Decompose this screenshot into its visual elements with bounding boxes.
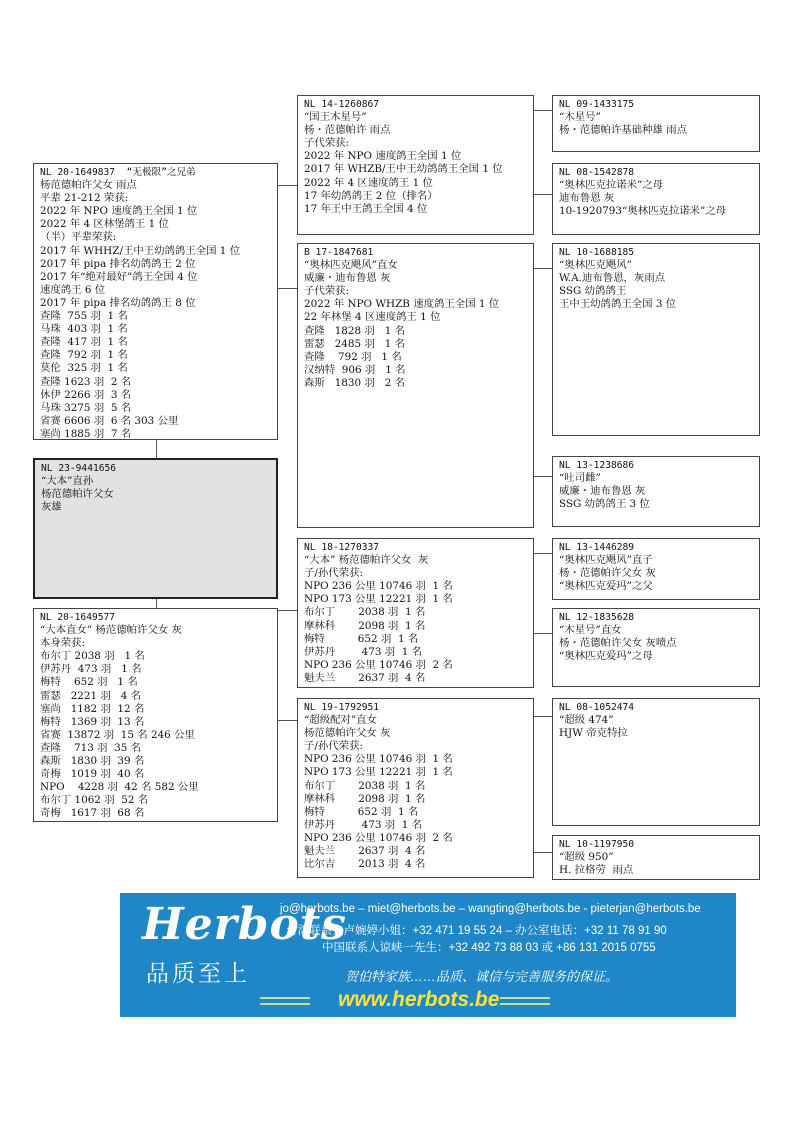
pedigree-line: 17 年幼鸽鸽王 2 位（排名） xyxy=(304,189,438,202)
pedigree-line: HJW 帝克特拉 xyxy=(559,727,628,740)
dam-dam-card xyxy=(297,698,534,878)
pigeon-id: NL 10-1688185 xyxy=(559,247,635,258)
pedigree-line: 2022 年 NPO 速度鸽王全国 1 位 xyxy=(40,205,198,218)
pedigree-line: 10-1920793“奥林匹克拉诺米”之母 xyxy=(559,205,727,218)
pedigree-line: 22 年林堡 4 区速度鸽王 1 位 xyxy=(304,311,441,324)
pedigree-line: 子代荣获: xyxy=(304,137,350,150)
connector-line xyxy=(277,185,297,186)
pigeon-id: NL 23-9441656 xyxy=(41,463,117,474)
pedigree-line: 伊苏丹 473 羽 1 名 xyxy=(304,818,423,831)
pedigree-line: 灰雄 xyxy=(41,501,62,514)
sire-card xyxy=(33,163,278,440)
pedigree-line: 本身荣获: xyxy=(40,637,86,650)
pedigree-line: “大本”直孙 xyxy=(41,475,94,488)
herbots-banner xyxy=(120,893,736,1017)
pedigree-line: 奇梅 1019 羽 40 名 xyxy=(40,768,145,781)
sire-dam-dam-card xyxy=(552,456,760,527)
pedigree-line: 查隆 713 羽 35 名 xyxy=(40,741,142,754)
pedigree-line: 速度鸽王 6 位 xyxy=(40,283,106,296)
connector-line xyxy=(277,610,297,611)
pedigree-line: 杨范德帕许父女 雨点 xyxy=(40,179,137,192)
pedigree-line: “奥林匹克飓风” xyxy=(559,259,632,272)
pedigree-line: 魁夫兰 2637 羽 4 名 xyxy=(304,671,426,684)
pedigree-line: 伊苏丹 473 羽 1 名 xyxy=(304,645,423,658)
pedigree-line: “奥林匹克飓风”直女 xyxy=(304,259,398,272)
pedigree-line: 比尔吉 2013 羽 4 名 xyxy=(304,858,426,871)
pedigree-line: 查隆 755 羽 1 名 xyxy=(40,310,128,323)
connector-line xyxy=(533,553,552,554)
pedigree-line: 杨范德帕许父女 xyxy=(41,488,114,501)
sire-dam-sire-card xyxy=(552,243,760,436)
pigeon-id: NL 12-1835628 xyxy=(559,612,635,623)
pedigree-line: “木星号” xyxy=(559,111,601,124)
pedigree-line: 查隆 792 羽 1 名 xyxy=(304,350,402,363)
pedigree-line: 杨・范德帕许 雨点 xyxy=(304,124,391,137)
pedigree-line: 2017 年 pipa 排名幼鸽鸽王 8 位 xyxy=(40,296,196,309)
pigeon-id: B 17-1847681 xyxy=(304,247,374,258)
connector-line xyxy=(533,852,552,853)
pedigree-line: 雷瑟 2485 羽 1 名 xyxy=(304,337,406,350)
pedigree-line: 2022 年 4 区林堡鸽王 1 位 xyxy=(40,218,169,231)
pedigree-line: 查隆 1623 羽 2 名 xyxy=(40,375,132,388)
sire-sire-dam-card xyxy=(552,163,760,235)
pigeon-id: NL 20-1649577 xyxy=(40,612,116,623)
pedigree-line: NPO 236 公里 10746 羽 2 名 xyxy=(304,831,453,844)
pedigree-line: 汉纳特 906 羽 1 名 xyxy=(304,363,406,376)
pedigree-line: 梅特 652 羽 1 名 xyxy=(304,805,419,818)
pedigree-line: 子/孙代荣获: xyxy=(304,740,363,753)
pedigree-line: 王中王幼鸽鸽王全国 3 位 xyxy=(559,298,677,311)
pigeon-id: NL 10-1197950 xyxy=(559,839,635,850)
pedigree-line: 2017 年 WHHZ/王中王幼鸽鸽王全国 1 位 xyxy=(40,244,241,257)
pigeon-id: NL 14-1260867 xyxy=(304,99,380,110)
connector-line xyxy=(156,439,157,459)
pedigree-line: 查隆 792 羽 1 名 xyxy=(40,349,128,362)
pedigree-line: 梅特 1369 羽 13 名 xyxy=(40,715,145,728)
connector-line xyxy=(533,476,552,477)
pigeon-id: NL 13-1446289 xyxy=(559,542,635,553)
sire-sire-sire-card xyxy=(552,95,760,152)
pedigree-line: “木星号”直女 xyxy=(559,624,622,637)
pedigree-line: NPO 236 公里 10746 羽 2 名 xyxy=(304,658,453,671)
pedigree-line: 奇梅 1617 羽 68 名 xyxy=(40,807,145,820)
pedigree-line: 威廉・迪布鲁恩 灰 xyxy=(304,272,391,285)
pedigree-line: NPO 173 公里 12221 羽 1 名 xyxy=(304,593,453,606)
pedigree-line: “奥林匹克拉诺米”之母 xyxy=(559,179,664,192)
pedigree-line: 布尔丁 2038 羽 1 名 xyxy=(40,650,145,663)
pedigree-line: 迪布鲁恩 灰 xyxy=(559,192,615,205)
banner-emails[interactable]: jo@herbots.be – miet@herbots.be – wangting@herbots.be - pieterjan@herbots.be xyxy=(280,903,701,915)
pedigree-line: 伊苏丹 473 羽 1 名 xyxy=(40,663,142,676)
pigeon-id: NL 13-1238686 xyxy=(559,460,635,471)
pedigree-line: 平辈 21-212 荣获: xyxy=(40,192,129,205)
pedigree-line: 森斯 1830 羽 2 名 xyxy=(304,376,406,389)
pedigree-line: SSG 幼鸽鸽王 3 位 xyxy=(559,498,650,511)
pedigree-line: 17 年王中王鸽王全国 4 位 xyxy=(304,202,428,215)
pedigree-line: 杨・范德帕许父女 灰 xyxy=(559,567,656,580)
pedigree-line: “奥林匹克爱玛”之母 xyxy=(559,650,653,663)
dam-sire-card xyxy=(297,538,534,688)
subject-card xyxy=(33,458,278,599)
pedigree-line: 2022 年 4 区速度鸽王 1 位 xyxy=(304,176,433,189)
pedigree-line: 莫伦 325 羽 1 名 xyxy=(40,362,128,375)
pedigree-line: H. 拉格劳 雨点 xyxy=(559,864,634,877)
banner-taiwan-contact: 台湾联系人卢婉婷小姐：+32 471 19 55 24 – 办公室电话：+32 11 78 91 90 xyxy=(286,925,667,937)
pigeon-id: NL 08-1542878 xyxy=(559,167,635,178)
pedigree-line: 杨范德帕许父女 灰 xyxy=(304,727,391,740)
pedigree-line: 2017 年 WHZB/王中王幼鸽鸽王全国 1 位 xyxy=(304,163,503,176)
pedigree-line: 塞尚 1182 羽 12 名 xyxy=(40,702,145,715)
decorative-divider xyxy=(500,997,550,1005)
pedigree-line: 雷瑟 2221 羽 4 名 xyxy=(40,689,142,702)
pedigree-line: （半）平辈荣获: xyxy=(40,231,117,244)
pigeon-id: NL 18-1270337 xyxy=(304,542,380,553)
pedigree-line: 杨・范德帕许父女 灰喷点 xyxy=(559,637,677,650)
pedigree-line: 杨・范德帕许基础种雄 雨点 xyxy=(559,124,687,137)
pedigree-line: 威廉・迪布鲁恩 灰 xyxy=(559,485,646,498)
pedigree-line: NPO 173 公里 12221 羽 1 名 xyxy=(304,766,453,779)
pedigree-line: 塞尚 1885 羽 7 名 xyxy=(40,427,132,440)
banner-slogan: 品质至上 xyxy=(146,961,250,987)
pigeon-id: NL 19-1792951 xyxy=(304,702,380,713)
connector-line xyxy=(277,288,297,289)
pedigree-line: 梅特 652 羽 1 名 xyxy=(40,676,138,689)
pedigree-line: “超级配对”直女 xyxy=(304,714,377,727)
banner-china-contact: 中国联系人谅峡一先生：+32 492 73 88 03 或 +86 131 2015 0755 xyxy=(322,942,656,954)
pedigree-line: SSG 幼鸽鸽王 xyxy=(559,285,627,298)
pedigree-line: 休伊 2266 羽 3 名 xyxy=(40,388,132,401)
herbots-logo: Herbots xyxy=(142,899,347,950)
connector-line xyxy=(533,633,552,634)
pedigree-line: 摩林科 2098 羽 1 名 xyxy=(304,619,426,632)
pedigree-line: “超级 950” xyxy=(559,851,614,864)
connector-line xyxy=(533,110,552,111)
pigeon-id: NL 20-1649837 “无极限”之兄弟 xyxy=(40,167,196,178)
connector-line xyxy=(277,720,297,721)
pedigree-line: 马珠 3275 羽 5 名 xyxy=(40,401,132,414)
pedigree-line: “大本直女” 杨范德帕许父女 灰 xyxy=(40,624,182,637)
pedigree-line: 2017 年 pipa 排名幼鸽鸽王 2 位 xyxy=(40,257,196,270)
pedigree-line: 2022 年 NPO 速度鸽王全国 1 位 xyxy=(304,150,462,163)
pedigree-line: “大本” 杨范德帕许父女 灰 xyxy=(304,554,429,567)
pedigree-line: “奥林匹克飓风”直子 xyxy=(559,554,653,567)
connector-line xyxy=(533,268,552,269)
pedigree-line: 查隆 417 羽 1 名 xyxy=(40,336,128,349)
pedigree-line: 省赛 6606 羽 6 名 303 公里 xyxy=(40,414,179,427)
pedigree-line: “国王木星号” xyxy=(304,111,367,124)
pedigree-line: 摩林科 2098 羽 1 名 xyxy=(304,792,426,805)
banner-tagline: 贺伯特家族……品质、诚信与完善服务的保证。 xyxy=(345,969,619,984)
pigeon-id: NL 09-1433175 xyxy=(559,99,635,110)
dam-dam-dam-card xyxy=(552,835,760,880)
pedigree-line: 2022 年 NPO WHZB 速度鸽王全国 1 位 xyxy=(304,298,500,311)
pedigree-line: 布尔丁 2038 羽 1 名 xyxy=(304,779,426,792)
pedigree-line: 2017 年“绝对最好”鸽王全国 4 位 xyxy=(40,270,198,283)
connector-line xyxy=(533,194,552,195)
pedigree-line: NPO 4228 羽 42 名 582 公里 xyxy=(40,781,199,794)
banner-website[interactable]: www.herbots.be xyxy=(338,988,500,1011)
sire-dam-card xyxy=(297,243,534,528)
decorative-divider xyxy=(260,997,310,1005)
pigeon-id: NL 08-1052474 xyxy=(559,702,635,713)
pedigree-line: “超级 474” xyxy=(559,714,614,727)
pedigree-line: NPO 236 公里 10746 羽 1 名 xyxy=(304,580,453,593)
pedigree-line: 查隆 1828 羽 1 名 xyxy=(304,324,406,337)
pedigree-line: 子/孙代荣获: xyxy=(304,567,363,580)
pedigree-line: “奥林匹克爱玛”之父 xyxy=(559,580,653,593)
pedigree-line: NPO 236 公里 10746 羽 1 名 xyxy=(304,753,453,766)
pedigree-line: W.A.迪布鲁恩，灰雨点 xyxy=(559,272,666,285)
pedigree-line: “吐司雌” xyxy=(559,472,601,485)
pedigree-line: 省赛 13872 羽 15 名 246 公里 xyxy=(40,728,195,741)
dam-card xyxy=(33,608,278,822)
pedigree-line: 森斯 1830 羽 39 名 xyxy=(40,755,145,768)
pedigree-line: 魁夫兰 2637 羽 4 名 xyxy=(304,845,426,858)
pedigree-line: 布尔丁 1062 羽 52 名 xyxy=(40,794,149,807)
connector-line xyxy=(533,716,552,717)
pedigree-line: 子代荣获: xyxy=(304,285,350,298)
dam-sire-sire-card xyxy=(552,538,760,600)
pedigree-line: 布尔丁 2038 羽 1 名 xyxy=(304,606,426,619)
pedigree-line: 马珠 403 羽 1 名 xyxy=(40,323,128,336)
pedigree-line: 梅特 652 羽 1 名 xyxy=(304,632,419,645)
dam-sire-dam-card xyxy=(552,608,760,687)
dam-dam-sire-card xyxy=(552,698,760,826)
sire-sire-card xyxy=(297,95,534,235)
